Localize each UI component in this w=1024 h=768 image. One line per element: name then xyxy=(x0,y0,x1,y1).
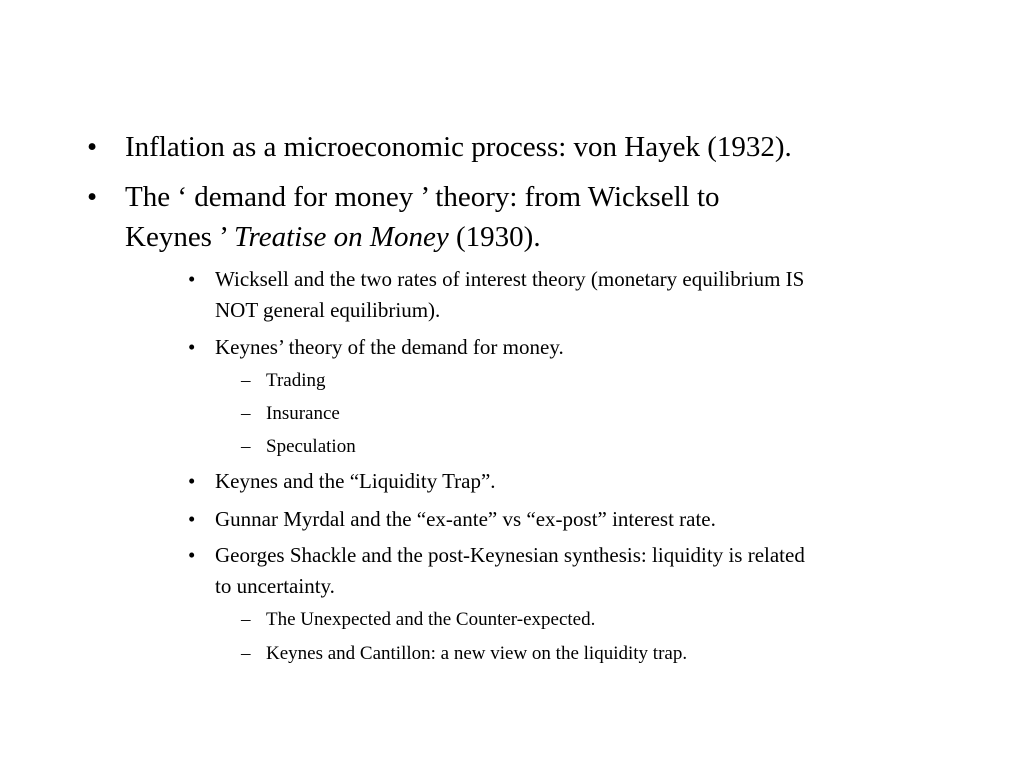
dash-item-trading xyxy=(241,368,966,394)
bullet-marker: • xyxy=(188,267,196,291)
dash-item-text: Insurance xyxy=(266,403,340,424)
bullet-marker: • xyxy=(87,131,98,163)
sub-bullet-text: Keynes and the “Liquidity Trap”. xyxy=(215,469,496,493)
dash-marker: – xyxy=(241,403,251,424)
bullet-text-suffix: (1930). xyxy=(448,221,541,253)
bullet-hayek xyxy=(87,127,925,167)
bullet-marker: • xyxy=(188,507,196,531)
bullet-marker: • xyxy=(188,469,196,493)
book-title: Treatise on Money xyxy=(233,221,449,253)
dash-marker: – xyxy=(241,436,251,457)
sub-bullet-text: Gunnar Myrdal and the “ex-ante” vs “ex-post” interest rate. xyxy=(215,507,716,531)
dash-item-insurance xyxy=(241,401,966,427)
bullet-text-line-2 xyxy=(125,217,925,257)
sub-bullet-shackle xyxy=(188,540,955,602)
dash-marker: – xyxy=(241,643,251,664)
dash-item-text: The Unexpected and the Counter-expected. xyxy=(266,609,596,630)
sub-bullet-text-line-1: Georges Shackle and the post-Keynesian synthesis: liquidity is related xyxy=(215,543,805,567)
dash-item-unexpected xyxy=(241,607,966,633)
dash-item-text: Speculation xyxy=(266,436,356,457)
bullet-marker: • xyxy=(188,335,196,359)
bullet-marker: • xyxy=(188,543,196,567)
sub-bullet-text-line-1: Wicksell and the two rates of interest theory (monetary equilibrium IS xyxy=(215,267,805,291)
dash-item-cantillon xyxy=(241,641,966,667)
sub-bullet-text-line-2: NOT general equilibrium). xyxy=(215,298,441,322)
dash-item-text: Keynes and Cantillon: a new view on the liquidity trap. xyxy=(266,643,688,664)
dash-item-speculation xyxy=(241,434,966,460)
dash-marker: – xyxy=(241,609,251,630)
dash-marker: – xyxy=(241,370,251,391)
sub-bullet-wicksell xyxy=(188,264,955,326)
bullet-demand-for-money xyxy=(87,177,925,257)
sub-bullet-myrdal xyxy=(188,504,955,535)
sub-bullet-liquidity-trap xyxy=(188,466,955,497)
dash-item-text: Trading xyxy=(266,370,326,391)
sub-bullet-keynes-theory xyxy=(188,332,955,363)
sub-bullet-text: Keynes’ theory of the demand for money. xyxy=(215,335,564,359)
bullet-marker: • xyxy=(87,181,98,213)
sub-bullet-text-line-2: to uncertainty. xyxy=(215,574,335,598)
bullet-text-line-1: The ‘ demand for money ’ theory: from Wicksell to xyxy=(125,181,720,213)
bullet-text-prefix: Keynes ’ xyxy=(125,221,234,253)
bullet-text: Inflation as a microeconomic process: von Hayek (1932). xyxy=(125,131,792,163)
